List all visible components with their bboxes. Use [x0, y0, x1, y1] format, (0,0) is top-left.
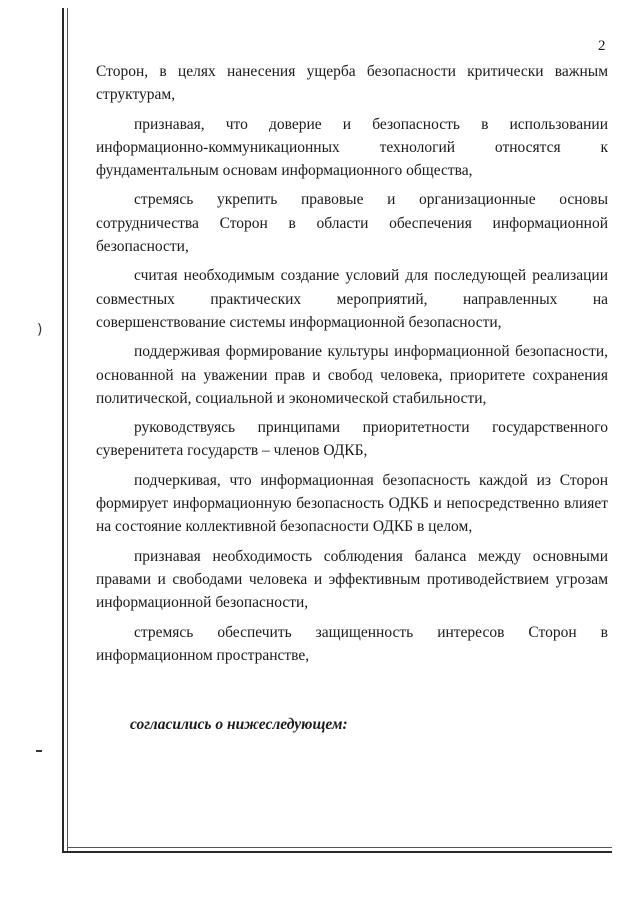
page-border-bottom [62, 851, 612, 853]
paragraph: Сторон, в целях нанесения ущерба безопасности критически важным структурам, [96, 63, 608, 104]
closing-statement: согласились о нижеследующем: [130, 716, 348, 733]
page-number: 2 [598, 38, 606, 54]
paragraph: подчеркивая, что информационная безопасность каждой из Сторон формирует информационную безопасность ОДКБ и непосредственно влияет на состояние коллективной безопасности ОДКБ в целом, [96, 471, 608, 536]
paragraph: стремясь укрепить правовые и организационные основы сотрудничества Сторон в области обеспечения информационной безопасности, [96, 191, 608, 256]
paragraph: считая необходимым создание условий для последующей реализации совместных практических мероприятий, направленных на совершенствование системы информационной безопасности, [96, 267, 608, 331]
paragraph: признавая необходимость соблюдения баланса между основными правами и свободами человека и эффективным противодействием угрозам информационной безопасности, [96, 547, 608, 612]
page-border-bottom-inner [67, 847, 612, 848]
paragraph: руководствуясь принципами приоритетности государственного суверенитета государств – членов ОДКБ, [96, 419, 608, 460]
page-border-left [62, 8, 64, 853]
paragraph: признавая, что доверие и безопасность в использовании информационно-коммуникационных технологий относятся к фундаментальным основам информационного общества, [96, 115, 608, 180]
margin-mark-paren: ) [37, 322, 43, 338]
page-border-left-inner [67, 8, 68, 853]
margin-mark-dash [36, 750, 42, 752]
paragraph: стремясь обеспечить защищенность интересов Сторон в информационном пространстве, [96, 623, 608, 664]
document-body [96, 60, 608, 673]
paragraph: поддерживая формирование культуры информационной безопасности, основанной на уважении прав и свобод человека, приоритете сохранения политической, социальной и экономической стабильности, [96, 343, 608, 407]
